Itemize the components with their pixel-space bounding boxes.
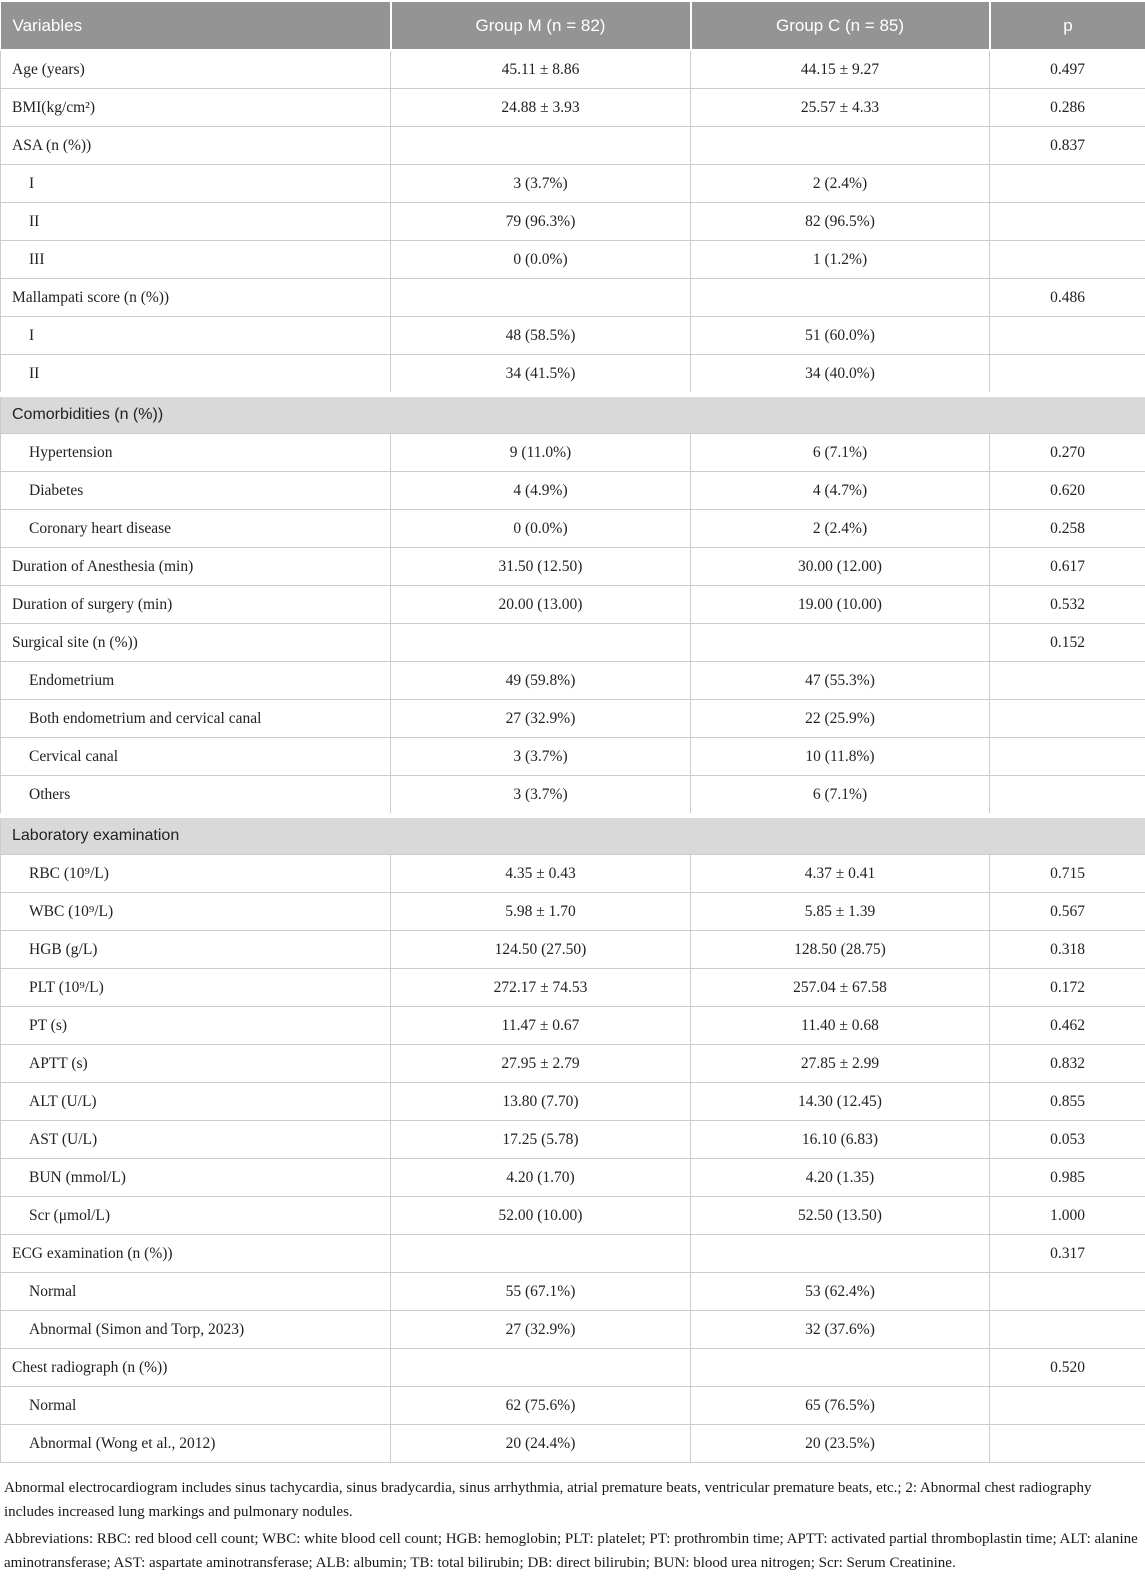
row-label: Diabetes (1, 472, 391, 510)
table-row (1, 586, 1145, 624)
table-row (1, 279, 1145, 317)
table-row (1, 893, 1145, 931)
group-m-value: 0 (0.0%) (391, 241, 691, 279)
footnote-abnormal-definitions: Abnormal electrocardiogram includes sinus tachycardia, sinus bradycardia, sinus arrhythmia, atrial premature beats, ventricular premature beats, etc.; 2: Abnormal chest radiography includes increased lung markings and pulmonary nodules. (4, 1476, 1141, 1524)
group-c-value (691, 127, 990, 165)
table-row (1, 1425, 1145, 1463)
table-row (1, 1197, 1145, 1235)
group-m-value: 62 (75.6%) (391, 1387, 691, 1425)
group-m-value: 20 (24.4%) (391, 1425, 691, 1463)
group-m-value: 17.25 (5.78) (391, 1121, 691, 1159)
table-footnotes (0, 1463, 1145, 1575)
group-m-value: 0 (0.0%) (391, 510, 691, 548)
group-m-value: 45.11 ± 8.86 (391, 50, 691, 89)
row-label: Mallampati score (n (%)) (1, 279, 391, 317)
group-c-value: 2 (2.4%) (691, 510, 990, 548)
group-m-value: 13.80 (7.70) (391, 1083, 691, 1121)
p-value: 0.286 (990, 89, 1145, 127)
group-c-value: 52.50 (13.50) (691, 1197, 990, 1235)
table-row (1, 931, 1145, 969)
table-row (1, 355, 1145, 395)
group-c-value (691, 624, 990, 662)
p-value: 0.985 (990, 1159, 1145, 1197)
p-value: 0.318 (990, 931, 1145, 969)
group-m-value: 55 (67.1%) (391, 1273, 691, 1311)
p-value (990, 241, 1145, 279)
table-row (1, 738, 1145, 776)
p-value (990, 1311, 1145, 1349)
group-m-value: 3 (3.7%) (391, 776, 691, 816)
p-value (990, 1273, 1145, 1311)
p-value: 0.520 (990, 1349, 1145, 1387)
table-row (1, 165, 1145, 203)
row-label: ECG examination (n (%)) (1, 1235, 391, 1273)
group-c-value: 19.00 (10.00) (691, 586, 990, 624)
section-row (1, 395, 1145, 434)
group-m-value: 31.50 (12.50) (391, 548, 691, 586)
row-label: BUN (mmol/L) (1, 1159, 391, 1197)
row-label: Endometrium (1, 662, 391, 700)
group-m-value (391, 279, 691, 317)
p-value (990, 776, 1145, 816)
row-label: Cervical canal (1, 738, 391, 776)
table-row (1, 969, 1145, 1007)
group-c-value: 82 (96.5%) (691, 203, 990, 241)
row-label: I (1, 165, 391, 203)
p-value (990, 1425, 1145, 1463)
table-row (1, 1387, 1145, 1425)
section-row (1, 816, 1145, 855)
group-c-value: 34 (40.0%) (691, 355, 990, 395)
row-label: Surgical site (n (%)) (1, 624, 391, 662)
group-c-value: 25.57 ± 4.33 (691, 89, 990, 127)
group-m-value: 124.50 (27.50) (391, 931, 691, 969)
p-value: 0.715 (990, 855, 1145, 893)
p-value: 0.620 (990, 472, 1145, 510)
section-header: Comorbidities (n (%)) (1, 395, 1145, 434)
row-label: II (1, 355, 391, 395)
p-value: 0.837 (990, 127, 1145, 165)
table-row (1, 1007, 1145, 1045)
table-row (1, 203, 1145, 241)
p-value: 0.172 (990, 969, 1145, 1007)
group-m-value: 3 (3.7%) (391, 738, 691, 776)
table-row (1, 548, 1145, 586)
group-c-value (691, 279, 990, 317)
row-label: BMI(kg/cm²) (1, 89, 391, 127)
row-label: Chest radiograph (n (%)) (1, 1349, 391, 1387)
p-value (990, 317, 1145, 355)
group-c-value: 6 (7.1%) (691, 776, 990, 816)
group-c-value: 1 (1.2%) (691, 241, 990, 279)
p-value: 0.832 (990, 1045, 1145, 1083)
group-c-value: 4.37 ± 0.41 (691, 855, 990, 893)
baseline-characteristics-table (0, 2, 1145, 1463)
column-header-variables: Variables (1, 2, 391, 50)
p-value: 0.270 (990, 434, 1145, 472)
table-row (1, 1045, 1145, 1083)
group-c-value: 20 (23.5%) (691, 1425, 990, 1463)
row-label: WBC (10⁹/L) (1, 893, 391, 931)
group-c-value: 44.15 ± 9.27 (691, 50, 990, 89)
row-label: ASA (n (%)) (1, 127, 391, 165)
table-row (1, 1159, 1145, 1197)
p-value (990, 1387, 1145, 1425)
group-m-value: 24.88 ± 3.93 (391, 89, 691, 127)
group-m-value: 49 (59.8%) (391, 662, 691, 700)
p-value (990, 662, 1145, 700)
column-header-group-c: Group C (n = 85) (691, 2, 990, 50)
footnote-abbreviations: Abbreviations: RBC: red blood cell count; WBC: white blood cell count; HGB: hemoglobin; PLT: platelet; PT: prothrombin time; APTT: activated partial thromboplastin time; ALT: alanine aminotransferase; AST: aspartate aminotransferase; ALB: albumin; TB: total bilirubin; DB: direct bilirubin; BUN: blood urea nitrogen; Scr: Serum Creatinine. (4, 1527, 1141, 1575)
group-m-value: 4.20 (1.70) (391, 1159, 691, 1197)
group-m-value: 27 (32.9%) (391, 700, 691, 738)
group-c-value: 22 (25.9%) (691, 700, 990, 738)
row-label: AST (U/L) (1, 1121, 391, 1159)
group-c-value: 6 (7.1%) (691, 434, 990, 472)
p-value: 0.462 (990, 1007, 1145, 1045)
p-value: 0.486 (990, 279, 1145, 317)
table-row (1, 855, 1145, 893)
group-c-value: 4.20 (1.35) (691, 1159, 990, 1197)
table-header-row (1, 2, 1145, 50)
row-label: Duration of surgery (min) (1, 586, 391, 624)
table-row (1, 1311, 1145, 1349)
p-value: 1.000 (990, 1197, 1145, 1235)
group-m-value: 34 (41.5%) (391, 355, 691, 395)
group-m-value: 11.47 ± 0.67 (391, 1007, 691, 1045)
column-header-p: p (990, 2, 1145, 50)
row-label: III (1, 241, 391, 279)
section-header: Laboratory examination (1, 816, 1145, 855)
row-label: HGB (g/L) (1, 931, 391, 969)
group-c-value: 47 (55.3%) (691, 662, 990, 700)
group-m-value: 27.95 ± 2.79 (391, 1045, 691, 1083)
group-m-value: 52.00 (10.00) (391, 1197, 691, 1235)
group-c-value: 65 (76.5%) (691, 1387, 990, 1425)
table-row (1, 662, 1145, 700)
table-row (1, 434, 1145, 472)
row-label: Normal (1, 1273, 391, 1311)
table-row (1, 1235, 1145, 1273)
p-value: 0.855 (990, 1083, 1145, 1121)
row-label: RBC (10⁹/L) (1, 855, 391, 893)
table-row (1, 317, 1145, 355)
group-m-value: 5.98 ± 1.70 (391, 893, 691, 931)
row-label: Others (1, 776, 391, 816)
group-m-value (391, 624, 691, 662)
p-value (990, 165, 1145, 203)
row-label: Normal (1, 1387, 391, 1425)
p-value: 0.532 (990, 586, 1145, 624)
table-row (1, 1349, 1145, 1387)
table-row (1, 241, 1145, 279)
p-value: 0.567 (990, 893, 1145, 931)
p-value (990, 355, 1145, 395)
group-m-value: 79 (96.3%) (391, 203, 691, 241)
p-value (990, 700, 1145, 738)
p-value: 0.152 (990, 624, 1145, 662)
row-label: Hypertension (1, 434, 391, 472)
row-label: Age (years) (1, 50, 391, 89)
p-value: 0.258 (990, 510, 1145, 548)
row-label: ALT (U/L) (1, 1083, 391, 1121)
group-c-value: 53 (62.4%) (691, 1273, 990, 1311)
p-value (990, 738, 1145, 776)
group-m-value: 272.17 ± 74.53 (391, 969, 691, 1007)
row-label: PT (s) (1, 1007, 391, 1045)
group-c-value: 2 (2.4%) (691, 165, 990, 203)
row-label: Abnormal (Simon and Torp, 2023) (1, 1311, 391, 1349)
row-label: Abnormal (Wong et al., 2012) (1, 1425, 391, 1463)
table-row (1, 510, 1145, 548)
group-m-value (391, 127, 691, 165)
group-c-value: 11.40 ± 0.68 (691, 1007, 990, 1045)
row-label: Duration of Anesthesia (min) (1, 548, 391, 586)
group-c-value: 10 (11.8%) (691, 738, 990, 776)
row-label: II (1, 203, 391, 241)
table-row (1, 50, 1145, 89)
p-value: 0.053 (990, 1121, 1145, 1159)
row-label: Both endometrium and cervical canal (1, 700, 391, 738)
p-value: 0.317 (990, 1235, 1145, 1273)
table-row (1, 700, 1145, 738)
group-c-value: 30.00 (12.00) (691, 548, 990, 586)
group-m-value: 4 (4.9%) (391, 472, 691, 510)
row-label: Scr (μmol/L) (1, 1197, 391, 1235)
table-row (1, 1121, 1145, 1159)
column-header-group-m: Group M (n = 82) (391, 2, 691, 50)
group-c-value (691, 1235, 990, 1273)
group-m-value: 9 (11.0%) (391, 434, 691, 472)
p-value (990, 203, 1145, 241)
row-label: APTT (s) (1, 1045, 391, 1083)
table-row (1, 776, 1145, 816)
row-label: Coronary heart disease (1, 510, 391, 548)
group-c-value: 128.50 (28.75) (691, 931, 990, 969)
group-c-value: 51 (60.0%) (691, 317, 990, 355)
group-m-value (391, 1349, 691, 1387)
p-value: 0.497 (990, 50, 1145, 89)
group-m-value (391, 1235, 691, 1273)
table-row (1, 624, 1145, 662)
group-c-value: 32 (37.6%) (691, 1311, 990, 1349)
group-c-value (691, 1349, 990, 1387)
group-c-value: 14.30 (12.45) (691, 1083, 990, 1121)
group-m-value: 20.00 (13.00) (391, 586, 691, 624)
table-row (1, 1083, 1145, 1121)
group-m-value: 4.35 ± 0.43 (391, 855, 691, 893)
group-c-value: 27.85 ± 2.99 (691, 1045, 990, 1083)
group-m-value: 27 (32.9%) (391, 1311, 691, 1349)
group-c-value: 257.04 ± 67.58 (691, 969, 990, 1007)
group-m-value: 3 (3.7%) (391, 165, 691, 203)
table-row (1, 472, 1145, 510)
row-label: I (1, 317, 391, 355)
group-c-value: 4 (4.7%) (691, 472, 990, 510)
table-row (1, 1273, 1145, 1311)
table-row (1, 89, 1145, 127)
group-m-value: 48 (58.5%) (391, 317, 691, 355)
group-c-value: 16.10 (6.83) (691, 1121, 990, 1159)
group-c-value: 5.85 ± 1.39 (691, 893, 990, 931)
row-label: PLT (10⁹/L) (1, 969, 391, 1007)
p-value: 0.617 (990, 548, 1145, 586)
table-row (1, 127, 1145, 165)
